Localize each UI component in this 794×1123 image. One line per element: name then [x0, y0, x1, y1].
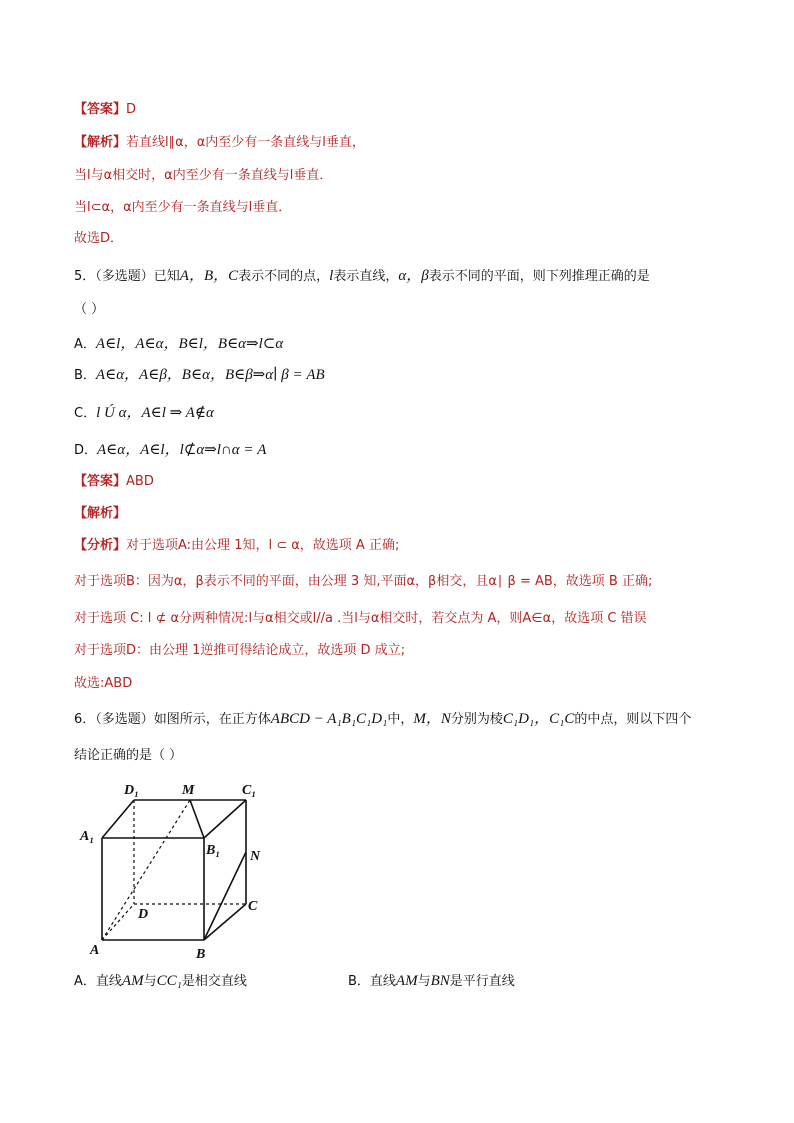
q5-line-symbol: l — [329, 268, 334, 284]
option-formula: l Ú α，A∈l ⇒ A∉α — [96, 405, 214, 421]
q5-stem-text2: 表示不同的点， — [238, 269, 330, 284]
label-c: C — [248, 899, 258, 914]
q5-option-a — [74, 335, 283, 354]
option-formula: A∈α，A∈l，l⊄α⇒l∩α = A — [97, 442, 267, 458]
answer-tag: 【答案】 — [74, 102, 127, 117]
option-label: A． — [74, 337, 96, 352]
q6-stem-line2: 结论正确的是（ ） — [74, 748, 183, 763]
q6-option-b — [348, 972, 515, 991]
q5-paren: （ ） — [74, 302, 105, 317]
q5-stem-text: 5．（多选题）已知 — [74, 269, 180, 284]
option-formula: A∈l，A∈α，B∈l，B∈α⇒l⊂α — [95, 336, 284, 352]
q6-stem — [74, 710, 691, 729]
line-am: AM — [395, 973, 418, 989]
line-cc1: CC₁ — [156, 973, 182, 989]
edge-ad-hidden — [102, 904, 134, 940]
q5-fenxi-line3: 对于选项 C: l ⊄ α分两种情况:l与α相交或l//a .当l与α相交时，若交点为 A，则A∈α，故选项 C 错误 — [74, 611, 647, 626]
analysis-tag: 【解析】 — [74, 135, 127, 150]
label-b: B — [196, 947, 206, 962]
answer-tag: 【答案】 — [74, 474, 127, 489]
q6-stem-text4: 的中点，则以下四个 — [574, 712, 692, 727]
option-text: 与 — [417, 974, 431, 989]
prev-analysis-line2: 当l与α相交时，α内至少有一条直线与l垂直． — [74, 168, 333, 183]
label-a1: A₁ — [80, 829, 95, 844]
q5-fenxi-line2: 对于选项B：因为α，β表示不同的平面，由公理 3 知,平面α，β相交，且α∣ β = AB，故选项 B 正确; — [74, 574, 653, 589]
segment-bn — [204, 852, 246, 940]
option-label: B． — [74, 368, 96, 383]
q6-points: M，N — [413, 711, 451, 727]
label-d: D — [138, 907, 149, 922]
q5-fenxi-line4: 对于选项D：由公理 1逆推可得结论成立，故选项 D 成立; — [74, 643, 406, 658]
analysis-text: 若直线l∥α，α内至少有一条直线与l垂直， — [126, 135, 365, 150]
analysis-tag: 【解析】 — [74, 506, 127, 521]
option-label: A．直线 — [74, 974, 122, 989]
option-text: 与 — [143, 974, 157, 989]
q5-stem-text3: 表示直线， — [333, 269, 399, 284]
label-m: M — [182, 783, 195, 798]
prev-analysis-line3: 当l⊂α，α内至少有一条直线与l垂直． — [74, 200, 292, 215]
q6-stem-text2: 中， — [387, 712, 414, 727]
option-label: B．直线 — [348, 974, 396, 989]
cube-figure — [76, 780, 276, 965]
q6-option-a — [74, 972, 247, 991]
option-formula: A∈α，A∈β，B∈α，B∈β⇒α∣ β = AB — [95, 367, 325, 383]
fenxi-text: 对于选项A:由公理 1知，l ⊂ α，故选项 A 正确; — [126, 538, 400, 553]
q5-option-d — [74, 441, 266, 460]
label-a: A — [90, 943, 100, 958]
option-text: 是相交直线 — [181, 974, 247, 989]
q5-option-b — [74, 366, 325, 385]
q5-option-c — [74, 404, 214, 423]
q6-cube-name: ABCD − A₁B₁C₁D₁ — [270, 711, 388, 727]
q5-analysis-tag — [74, 505, 126, 523]
label-n: N — [250, 849, 261, 864]
option-label: C． — [74, 406, 97, 421]
q5-stem-text4: 表示不同的平面，则下列推理正确的是 — [428, 269, 650, 284]
q5-points: A，B，C — [179, 268, 239, 284]
q6-edges: C₁D₁，C₁C — [502, 711, 575, 727]
prev-analysis-line4: 故选D． — [74, 231, 124, 246]
prev-analysis-line1 — [74, 134, 365, 152]
line-bn: BN — [430, 973, 450, 989]
q5-fenxi-line5: 故选:ABD — [74, 676, 133, 691]
answer-value: ABD — [126, 474, 154, 489]
q6-stem-text3: 分别为棱 — [450, 712, 503, 727]
segment-b1m — [190, 800, 204, 838]
q5-stem — [74, 267, 650, 286]
answer-value: D — [126, 102, 137, 117]
option-label: D． — [74, 443, 98, 458]
line-am: AM — [121, 973, 144, 989]
edge-a1d1 — [102, 800, 134, 838]
q5-planes: α，β — [398, 268, 429, 284]
label-d1: D₁ — [124, 783, 139, 798]
edge-b1c1 — [204, 800, 246, 838]
prev-answer-line — [74, 101, 136, 119]
q5-fenxi-line1 — [74, 537, 399, 555]
q5-answer-line — [74, 473, 154, 491]
option-text: 是平行直线 — [449, 974, 515, 989]
label-b1: B₁ — [206, 843, 221, 858]
edge-bc — [204, 904, 246, 940]
q6-stem-text: 6．（多选题）如图所示，在正方体 — [74, 712, 271, 727]
label-c1: C₁ — [242, 783, 257, 798]
fenxi-tag: 【分析】 — [74, 538, 127, 553]
